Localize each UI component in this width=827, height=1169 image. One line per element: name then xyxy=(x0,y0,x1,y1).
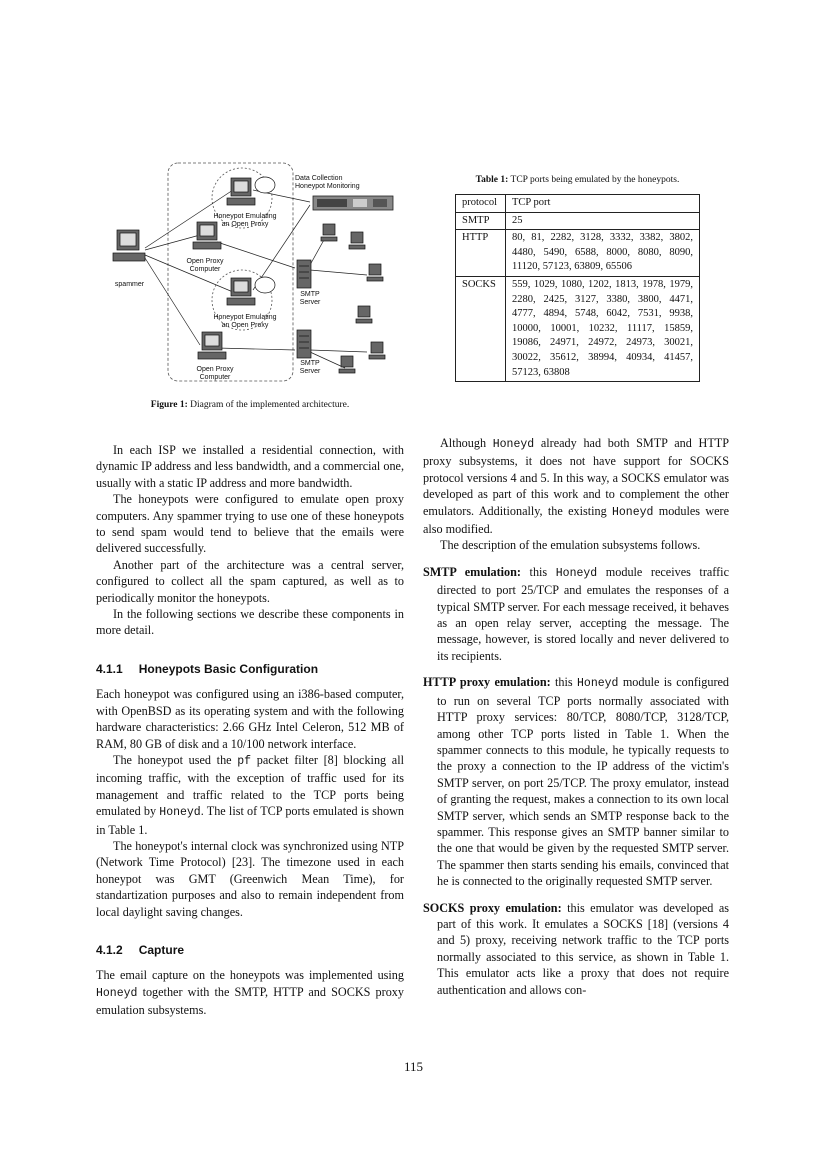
section-title: Capture xyxy=(138,942,185,957)
code-pf: pf xyxy=(237,754,252,768)
table-caption-text: TCP ports being emulated by the honeypots. xyxy=(510,175,680,185)
data-collection-server-icon xyxy=(313,196,393,210)
section-heading-capture xyxy=(96,942,404,958)
architecture-diagram xyxy=(105,160,405,420)
paragraph: Each honeypot was configured using an i386-based computer, with OpenBSD as its operating system and with the following hardware characteristics: 2.66 GHz Intel Celeron, 512 MB of RAM, 80 GB of disk and a 10/100 network interface. xyxy=(96,687,404,751)
ports-cell: 559, 1029, 1080, 1202, 1813, 1978, 1979, 2280, 2425, 3127, 3380, 3800, 4471, 4777, 4894, 5748, 6042, 7531, 9938, 10000, 10001, 10232, 11117, 15859, 19086, 24971, 24972, 24973, 30021, 30022, 35612, 38994, 40934, 41457, 57123, 63808 xyxy=(506,276,700,381)
recipient-computer-icon xyxy=(321,224,337,241)
paragraph: In each ISP we installed a residential connection, with dynamic IP address and less bandwidth, and a commercial one, usually with a static IP address and more bandwidth. xyxy=(96,443,404,490)
description-http-proxy-emulation xyxy=(423,674,729,889)
recipient-computer-icon xyxy=(369,342,385,359)
table-row xyxy=(456,276,700,381)
table-caption-label: Table 1: xyxy=(475,175,509,185)
honeypot-1-computer-icon xyxy=(227,177,275,205)
recipient-computer-icon xyxy=(349,232,365,249)
description-smtp-emulation xyxy=(423,564,729,664)
section-number: 4.1.1 xyxy=(96,661,123,676)
text-run: module receives traffic directed to port 25/TCP and emulates the responses of a typical SMTP server. For each message received, it behaves as an open relay server, accepting the message. The message, however, is stored locally and never delivered to its recipients. xyxy=(437,564,729,663)
paragraph: The description of the emulation subsystems follows. xyxy=(440,538,701,553)
code-honeyd: Honeyd xyxy=(612,505,654,519)
recipient-computer-icon xyxy=(367,264,383,281)
text-run: already had both SMTP and HTTP proxy subsystems, it does not have support for SOCKS protocol versions 4 and 5. In this way, a SOCKS emulator was developed as part of this work and to complement the other emulators. Additionally, the existing xyxy=(423,436,729,518)
column-header-protocol: protocol xyxy=(456,195,506,213)
text-run: module is configured to run on several TCP ports normally associated with HTTP proxy services: 80/TCP, 8080/TCP, 3128/TCP, among other TCP ports listed in Table 1. When the spammer connects to this module, he typically requests to the proxy a connection to the IP address of the victim's SMTP server, on port 25/TCP. The proxy emulator, instead of granting the request, makes a connection to its own local SMTP server, which sends an SMTP response back to the spammer. This response gives an SMTP banner similar to the one that would be given by the requested SMTP server. The spammer then starts sending his emails, convinced that he is connected to the originally requested SMTP server. xyxy=(437,675,730,889)
description-term: SMTP emulation: xyxy=(423,564,521,579)
text-run: this emulator was developed as part of this work. It emulates a SOCKS [18] (versions 4 and 5) proxy, receiving network traffic to the TCP ports normally associated to this service, as shown in Table 1. This emulator acts like a proxy that does not require authentication and allows con- xyxy=(437,900,729,997)
text-run: The email capture on the honeypots was implemented using xyxy=(96,968,404,983)
text-run: modules were also modified. xyxy=(423,503,730,537)
open-proxy-2-computer-icon xyxy=(198,332,226,359)
protocol-cell: SOCKS xyxy=(456,276,506,381)
code-honeyd: Honeyd xyxy=(96,986,138,1000)
description-term: HTTP proxy emulation: xyxy=(423,675,551,690)
table-header-row xyxy=(456,195,700,213)
protocol-cell: SMTP xyxy=(456,212,506,230)
code-honeyd: Honeyd xyxy=(492,438,535,451)
description-term: SOCKS proxy emulation: xyxy=(423,900,562,915)
code-honeyd: Honeyd xyxy=(159,806,201,820)
section-number: 4.1.2 xyxy=(96,942,123,957)
text-run: . The list of TCP ports emulated is shown in Table 1. xyxy=(96,804,404,837)
paragraph: Another part of the architecture was a central server, configured to collect all the spam captured, as well as to periodically monitor the honeypots. xyxy=(96,557,404,605)
text-run: packet filter [8] blocking all incoming traffic, with the exception of traffic used for its management and traffic related to the TCP ports being emulated by xyxy=(96,752,404,819)
section-heading-honeypots-basic-configuration xyxy=(96,661,404,677)
figure-caption xyxy=(96,400,404,410)
label-smtp-server-2: SMTP Server xyxy=(299,360,321,375)
label-honeypot-1: Honeypot Emulating an Open Proxy xyxy=(213,213,277,228)
ports-cell: 25 xyxy=(506,212,700,230)
paragraph xyxy=(96,752,404,838)
column-header-tcp-port: TCP port xyxy=(506,195,700,213)
ports-cell: 80, 81, 2282, 3128, 3332, 3382, 3802, 4480, 5490, 6588, 8000, 8080, 8090, 11120, 57123, 63809, 65506 xyxy=(506,230,700,277)
smtp-server-2-icon xyxy=(297,330,311,358)
table-row xyxy=(456,230,700,277)
page-number: 115 xyxy=(403,1059,424,1074)
table-row xyxy=(456,212,700,230)
table-caption xyxy=(455,175,700,185)
figure-caption-text: Diagram of the implemented architecture. xyxy=(190,400,350,410)
label-spammer: spammer xyxy=(114,281,145,288)
paragraph: The honeypots were configured to emulate open proxy computers. Any spammer trying to use one of these honeypots to send spam would tend to believe that the emails were delivered successfully. xyxy=(96,492,404,556)
recipient-computer-icon xyxy=(356,306,372,323)
recipient-computer-icon xyxy=(339,356,355,373)
figure-caption-label: Figure 1: xyxy=(150,400,188,410)
tcp-ports-table xyxy=(455,194,700,382)
paragraph: In the following sections we describe these components in more detail. xyxy=(96,607,404,638)
label-honeypot-2: Honeypot Emulating an Open Proxy xyxy=(213,314,277,329)
label-smtp-server-1: SMTP Server xyxy=(299,291,321,306)
architecture-diagram-svg xyxy=(105,160,405,420)
code-honeyd: Honeyd xyxy=(577,677,619,691)
left-column xyxy=(96,442,404,1019)
text-run: this xyxy=(550,675,578,690)
honeypot-2-computer-icon xyxy=(227,277,275,305)
right-column xyxy=(423,435,729,1008)
paragraph xyxy=(423,435,729,537)
code-honeyd: Honeyd xyxy=(555,566,598,580)
label-open-proxy-2: Open Proxy Computer xyxy=(196,366,234,381)
text-run: Although xyxy=(440,436,493,450)
spammer-computer-icon xyxy=(113,230,145,261)
protocol-cell: HTTP xyxy=(456,230,506,277)
smtp-server-1-icon xyxy=(297,260,311,288)
label-open-proxy-1: Open Proxy Computer xyxy=(186,258,224,273)
description-socks-proxy-emulation xyxy=(423,900,729,998)
label-data-collection: Data Collection Honeypot Monitoring xyxy=(295,175,360,190)
section-title: Honeypots Basic Configuration xyxy=(138,661,319,676)
paragraph: The honeypot's internal clock was synchronized using NTP (Network Time Protocol) [23]. The timezone used in each honeypot was GMT (Greenwich Mean Time), for standartization purposes and also to remain independent from local daylight saving changes. xyxy=(96,838,404,919)
text-run: together with the SMTP, HTTP and SOCKS proxy emulation subsystems. xyxy=(96,984,404,1018)
text-run: this xyxy=(520,564,556,579)
text-run: The honeypot used the xyxy=(113,752,238,767)
paragraph xyxy=(96,967,404,1018)
